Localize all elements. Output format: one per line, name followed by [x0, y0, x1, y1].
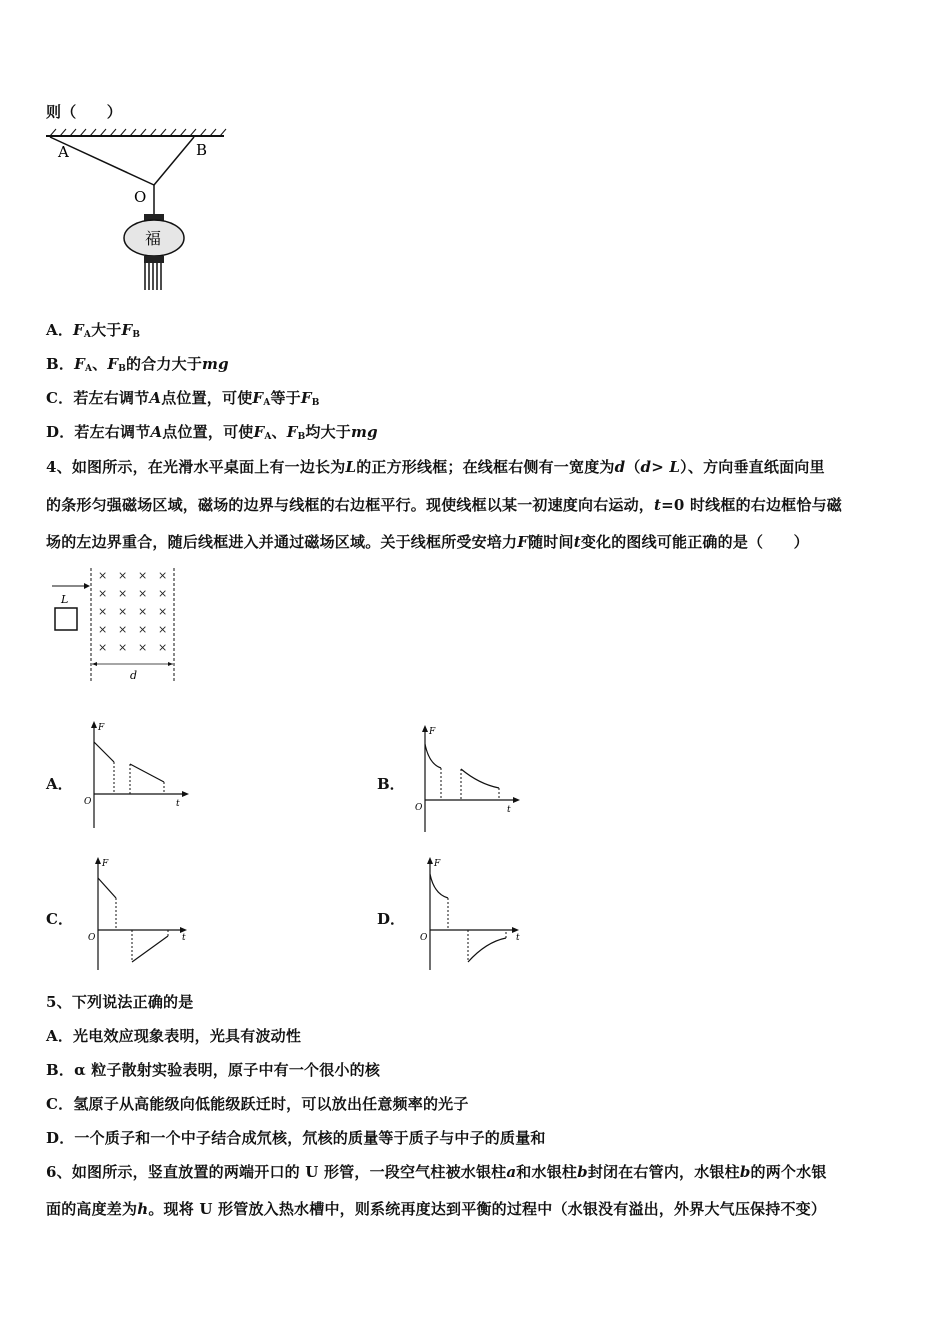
q3-option-a: A．$F_A$大于$F_B$ — [46, 321, 141, 340]
q6-stem-line2: 面的高度差为h。现将 U 形管放入热水槽中，则系统再度达到平衡的过程中（水银没有溢出，外界大气压保持不变） — [46, 1200, 827, 1218]
graph-c-y-label: F — [102, 859, 109, 869]
field-cross: × — [158, 641, 168, 654]
q5-option-b: B．α 粒子散射实验表明，原子中有一个很小的核 — [46, 1061, 381, 1079]
graph-a-y-label: F — [98, 723, 105, 733]
field-cross: × — [158, 587, 168, 600]
label-d: d — [130, 669, 138, 682]
label-b: B — [196, 141, 208, 159]
field-cross: × — [158, 569, 168, 582]
field-cross: × — [138, 641, 148, 654]
graph-b-origin: O — [415, 803, 423, 813]
q3-option-b: B．$F_A$、$F_B$的合力大于mg — [46, 355, 229, 374]
q3-option-c: C．若左右调节A点位置，可使$F_A$等于$F_B$ — [46, 389, 320, 408]
graph-c — [86, 856, 196, 972]
graph-a-origin: O — [84, 797, 92, 807]
q5-stem: 5、下列说法正确的是 — [46, 993, 194, 1011]
q4-stem-line2: 的条形匀强磁场区域，磁场的边界与线框的右边框平行。现使线框以某一初速度向右运动，t=0 时线框的右边框恰与磁 — [46, 496, 842, 514]
field-cross: × — [138, 623, 148, 636]
field-cross: × — [98, 623, 108, 636]
field-cross: × — [118, 605, 128, 618]
q3-option-d: D．若左右调节A点位置，可使$F_A$、$F_B$均大于mg — [46, 423, 378, 442]
graph-d-x-label: t — [516, 933, 520, 943]
q3-tail: 则（ ） — [46, 103, 123, 121]
q4-field-figure — [50, 566, 180, 686]
q5-option-c: C．氢原子从高能级向低能级跃迁时，可以放出任意频率的光子 — [46, 1095, 469, 1113]
graph-c-x-label: t — [182, 933, 186, 943]
graph-d-y-label: F — [434, 859, 441, 869]
graph-a-x-label: t — [176, 799, 180, 809]
label-l: L — [61, 593, 69, 606]
graph-d — [418, 856, 528, 972]
q4-stem-line1: 4、如图所示，在光滑水平桌面上有一边长为L的正方形线框；在线框右侧有一宽度为d（d> L）、方向垂直纸面向里 — [46, 458, 825, 476]
q6-stem-line1: 6、如图所示，竖直放置的两端开口的 U 形管，一段空气柱被水银柱a和水银柱b封闭在右管内，水银柱b的两个水银 — [46, 1163, 827, 1181]
q3-lantern-figure — [44, 128, 229, 293]
field-cross: × — [158, 623, 168, 636]
q5-option-a: A．光电效应现象表明，光具有波动性 — [46, 1027, 302, 1045]
field-cross: × — [118, 587, 128, 600]
graph-a — [82, 720, 192, 832]
q4-option-a: A． — [46, 775, 73, 793]
field-cross: × — [138, 587, 148, 600]
graph-b-y-label: F — [429, 727, 436, 737]
square-frame — [55, 608, 77, 630]
field-cross: × — [138, 569, 148, 582]
field-cross: × — [98, 641, 108, 654]
q5-option-d: D．一个质子和一个中子结合成氘核，氘核的质量等于质子与中子的质量和 — [46, 1129, 546, 1147]
q4-stem-line3: 场的左边界重合，随后线框进入并通过磁场区域。关于线框所受安培力F随时间t变化的图线可能正确的是（ ） — [46, 533, 809, 551]
field-cross: × — [138, 605, 148, 618]
field-cross: × — [98, 587, 108, 600]
label-a: A — [58, 143, 69, 161]
lantern-char: 福 — [145, 229, 162, 248]
graph-b-x-label: t — [507, 805, 511, 815]
field-cross: × — [98, 605, 108, 618]
graph-d-origin: O — [420, 933, 428, 943]
label-o: O — [134, 188, 147, 206]
field-cross: × — [98, 569, 108, 582]
graph-c-origin: O — [88, 933, 96, 943]
q4-option-b: B． — [377, 775, 405, 793]
field-cross: × — [158, 605, 168, 618]
rope-bo — [154, 137, 194, 185]
q4-option-c: C． — [46, 910, 73, 928]
graph-b — [413, 724, 523, 836]
field-cross: × — [118, 623, 128, 636]
field-cross: × — [118, 641, 128, 654]
q4-option-d: D． — [377, 910, 406, 928]
field-cross: × — [118, 569, 128, 582]
